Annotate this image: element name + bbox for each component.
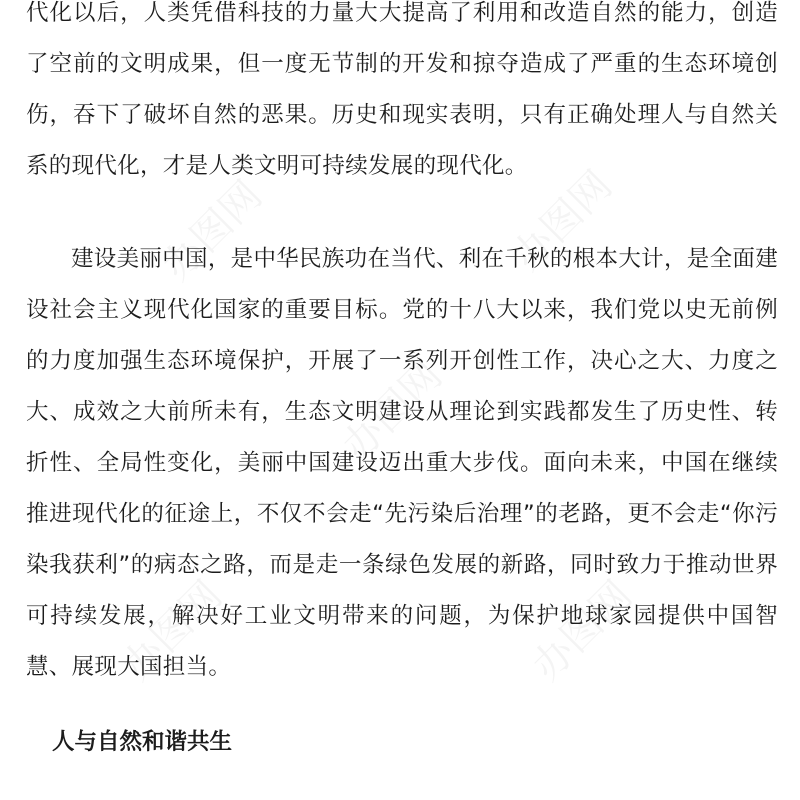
section-heading: 人与自然和谐共生 — [52, 729, 233, 755]
paragraph-2: 建设美丽中国，是中华民族功在当代、利在千秋的根本大计，是全面建设社会主义现代化国家的重要目标。党的十八大以来，我们党以史无前例的力度加强生态环境保护，开展了一系列开创性工作，决心之大、力度之大、成效之大前所未有，生态文明建设从理论到实践都发生了历史性、转折性、全局性变化，美丽中国建设迈出重大步伐。面向未来，中国在继续推进现代化的征途上，不仅不会走“先污染后治理”的老路，更不会走“你污染我获利”的病态之路，而是走一条绿色发展的新路，同时致力于推动世界可持续发展，解决好工业文明带来的问题，为保护地球家园提供中国智慧、展现大国担当。 — [26, 246, 778, 680]
paragraph-1: 代化以后，人类凭借科技的力量大大提高了利用和改造自然的能力，创造了空前的文明成果，但一度无节制的开发和掠夺造成了严重的生态环境创伤，吞下了破坏自然的恶果。历史和现实表明，只有正确处理人与自然关系的现代化，才是人类文明可持续发展的现代化。 — [26, 0, 778, 179]
